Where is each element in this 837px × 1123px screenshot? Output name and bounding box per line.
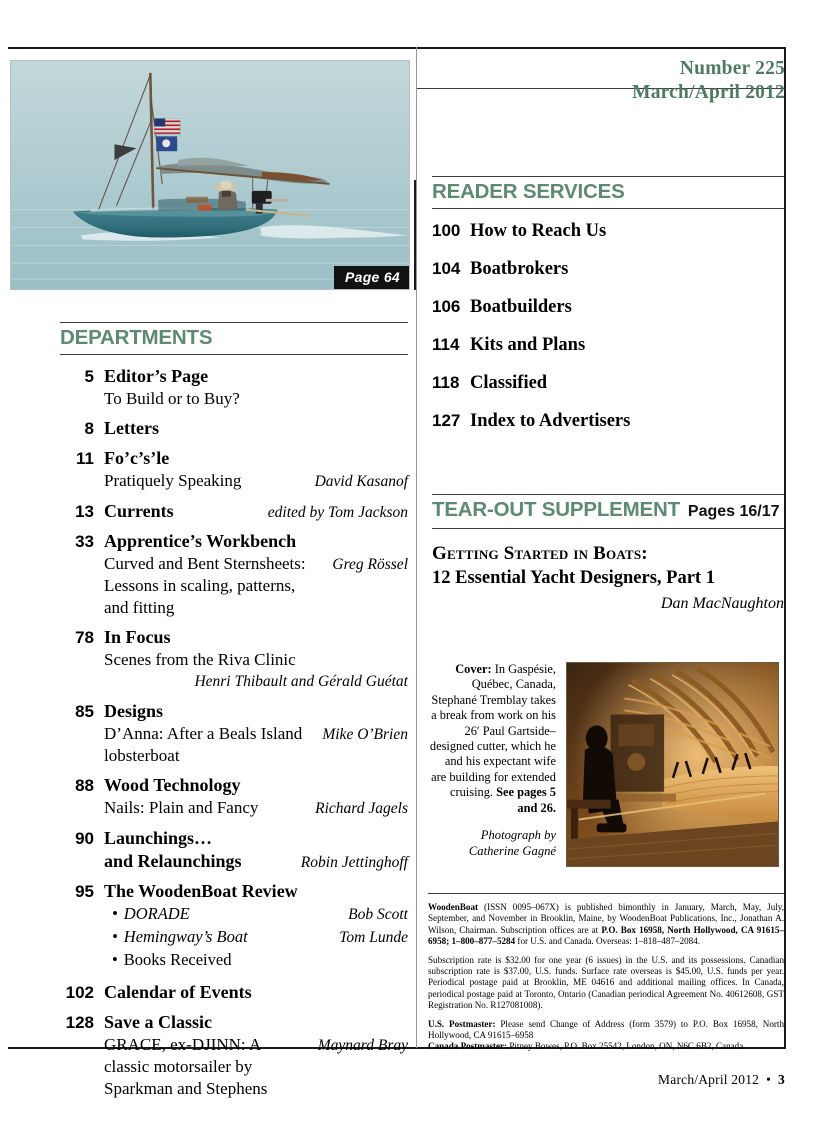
toc-entry[interactable] (60, 417, 408, 440)
fineprint-paragraph-3 (428, 1019, 784, 1053)
toc-entry[interactable] (60, 500, 408, 523)
tear-out-title-line2: 12 Essential Yacht Designers, Part 1 (432, 568, 715, 588)
review-author: Bob Scott (348, 906, 408, 923)
feature-photo (10, 60, 410, 290)
toc-page-number: 8 (84, 419, 94, 438)
cover-credit-line2: Catherine Gagné (468, 843, 556, 858)
toc-page-number: 33 (75, 532, 94, 551)
catboat-photo-illustration (11, 61, 409, 289)
toc-subtitle: GRACE, ex-DJINN: A classic motorsailer by Sparkman and Stephens (104, 1035, 268, 1098)
issue-number: Number 225 (679, 58, 785, 79)
photo-page-badge: Page 64 (334, 266, 409, 289)
toc-author: Richard Jagels (315, 800, 408, 817)
reader-services-list (432, 221, 784, 432)
toc-entry[interactable] (60, 1011, 408, 1100)
toc-page-number: 128 (65, 1013, 94, 1032)
cover-description-block (428, 662, 784, 867)
toc-title: Launchings… (104, 828, 213, 848)
tear-out-supplement (432, 494, 784, 615)
bullet-icon: • (112, 927, 118, 946)
canada-postmaster-body: Pitney Bowes, P.O. Box 25542, London, ON, N6C 6B2, Canada. (507, 1041, 746, 1052)
toc-author: Mike O’Brien (322, 726, 408, 743)
toc-author: Henri Thibault and Gérald Guétat (194, 673, 408, 690)
toc-entry[interactable] (60, 774, 408, 820)
review-bullet-item[interactable] (112, 926, 408, 949)
tear-out-pages: Pages 16/17 (687, 503, 780, 520)
toc-title: Apprentice’s Workbench (104, 531, 297, 551)
toc-entry[interactable] (60, 827, 408, 873)
fineprint-paragraph-2: Subscription rate is $32.00 for one year (6 issues) in the U.S. and its possessions. Canadian subscription rate is $37.00, U.S. funds. Surface rate overseas is $45.00, U.S. funds per year. Periodical postage paid at Brooklin, ME 04616 and additional mailing offices. In Canada, periodical postage paid at Toronto, Ontario (Canadian periodical Agreement No. 40612608, GST Registration No. R127081008). (428, 954, 784, 1011)
bullet-icon: • (112, 950, 118, 969)
toc-title: Fo’c’s’le (104, 448, 170, 468)
departments-column (60, 322, 408, 1107)
photo-edge-rule (414, 180, 416, 290)
toc-entry[interactable] (60, 700, 408, 767)
reader-services-item[interactable] (432, 373, 784, 394)
toc-author: Greg Rössel (332, 556, 408, 573)
reader-services-item[interactable] (432, 221, 784, 242)
rs-page-number: 104 (432, 259, 461, 278)
reader-services-item[interactable] (432, 335, 784, 356)
toc-entry[interactable] (60, 880, 408, 971)
rs-page-number: 114 (432, 335, 460, 354)
toc-page-number: 11 (76, 449, 94, 468)
rs-label: Boatbrokers (470, 259, 569, 279)
toc-entry[interactable] (60, 981, 408, 1004)
fineprint-p1a: (ISSN 0095–067X) is published bimonthly in January, March, May, July, September, and November in Brooklin, Maine, by WoodenBoat Publications, Inc., Jonathan A. Wilson, Chairman. Subscription offices are at (428, 902, 784, 935)
cover-body: In Gaspésie, Québec, Canada, Stephané Tremblay takes a break from work on his 26′ Paul Gartside–designed cutter, which he and his expectant wife are building for extended cruising. (429, 662, 556, 800)
masthead (455, 57, 785, 105)
cover-photo-credit (428, 828, 556, 859)
tear-out-title-line1: Getting Started in Boats: (432, 543, 648, 564)
toc-entry[interactable] (60, 626, 408, 693)
toc-subtitle: Nails: Plain and Fancy (104, 798, 259, 817)
reader-services-column (432, 176, 784, 449)
review-title: DORADE (123, 904, 190, 923)
footer-dot-icon: • (766, 1072, 772, 1087)
toc-subtitle: Curved and Bent Sternsheets: Lessons in scaling, patterns, and fitting (104, 554, 306, 617)
reader-services-heading: READER SERVICES (432, 176, 784, 209)
bullet-icon: • (112, 904, 118, 923)
toc-entry[interactable] (60, 447, 408, 493)
subscription-address: P.O. Box 16958, North Hollywood, CA 91615–6958; 1–800–877–5284 (428, 924, 784, 947)
fineprint-p1c: for U.S. and Canada. Overseas: 1–818–487–2084. (515, 936, 701, 947)
review-bullet-list (112, 903, 408, 971)
us-postmaster-body: Please send Change of Address (form 3579) to P.O. Box 16958, North Hollywood, CA 91615–6958 (428, 1018, 784, 1041)
rs-page-number: 100 (432, 221, 461, 240)
publication-name: WoodenBoat (428, 902, 479, 912)
toc-entry[interactable] (60, 530, 408, 619)
rs-label: Kits and Plans (470, 335, 586, 355)
toc-title: Calendar of Events (104, 982, 252, 1002)
toc-subtitle: Scenes from the Riva Clinic (104, 650, 296, 669)
tear-out-heading (432, 494, 784, 529)
tear-out-author: Dan MacNaughton (660, 595, 784, 612)
rs-label: Classified (470, 373, 548, 393)
toc-subtitle: To Build or to Buy? (104, 389, 240, 408)
toc-subtitle: Pratiquely Speaking (104, 471, 242, 490)
rs-page-number: 118 (432, 373, 460, 392)
us-postmaster-label: U.S. Postmaster: (428, 1018, 496, 1029)
review-author: Tom Lunde (339, 929, 408, 946)
rs-label: Boatbuilders (470, 297, 572, 317)
reader-services-item[interactable] (432, 297, 784, 318)
toc-title: Save a Classic (104, 1012, 212, 1032)
tear-out-heading-label: TEAR-OUT SUPPLEMENT (432, 498, 680, 521)
cover-thumbnail (566, 662, 779, 867)
reader-services-item[interactable] (432, 411, 784, 432)
reader-services-item[interactable] (432, 259, 784, 280)
column-divider-rule (416, 47, 417, 1048)
page-top-rule (8, 47, 786, 49)
rs-page-number: 106 (432, 297, 461, 316)
legal-fineprint (428, 893, 784, 1053)
review-title: Books Received (123, 950, 232, 969)
toc-author: David Kasanof (314, 473, 408, 490)
toc-entry[interactable] (60, 365, 408, 410)
toc-title: Designs (104, 701, 164, 721)
toc-page-number: 95 (75, 882, 94, 901)
toc-page-number: 102 (65, 983, 94, 1002)
toc-author: Maynard Bray (317, 1037, 408, 1054)
toc-title: Currents (104, 501, 174, 521)
toc-title: Letters (104, 418, 159, 438)
footer-page-number: 3 (778, 1072, 785, 1087)
toc-author: edited by Tom Jackson (267, 504, 408, 521)
toc-page-number: 85 (75, 702, 94, 721)
review-title: Hemingway’s Boat (123, 927, 248, 946)
toc-title: Wood Technology (104, 775, 241, 795)
rs-label: How to Reach Us (470, 221, 607, 241)
canada-postmaster-label: Canada Postmaster: (428, 1041, 508, 1052)
rs-page-number: 127 (432, 411, 461, 430)
cover-credit-line1: Photograph by (480, 828, 556, 843)
departments-heading: DEPARTMENTS (60, 322, 408, 355)
page-footer (658, 1072, 785, 1088)
toc-page-number: 5 (84, 367, 94, 386)
review-bullet-item[interactable] (112, 903, 408, 926)
toc-page-number: 78 (75, 628, 94, 647)
review-bullet-item[interactable] (112, 949, 408, 971)
cover-caption (428, 662, 556, 867)
departments-list (60, 365, 408, 1100)
rs-label: Index to Advertisers (470, 411, 631, 431)
cover-label: Cover: (455, 662, 492, 676)
toc-page-number: 90 (75, 829, 94, 848)
toc-page-number: 13 (75, 502, 94, 521)
fineprint-paragraph-1 (428, 902, 784, 948)
boatshop-interior-illustration (567, 663, 778, 866)
page-right-rule (784, 47, 786, 1048)
toc-subtitle: D’Anna: After a Beals Island lobsterboat (104, 724, 303, 765)
toc-author: Robin Jettinghoff (300, 854, 408, 871)
cover-see-pages: See pages 5 and 26. (496, 785, 556, 815)
toc-title: Editor’s Page (104, 366, 209, 386)
toc-page-number: 88 (75, 776, 94, 795)
issue-date: March/April 2012 (632, 82, 785, 103)
toc-title: In Focus (104, 627, 171, 647)
footer-date: March/April 2012 (658, 1072, 760, 1087)
toc-title-line2: and Relaunchings (104, 851, 242, 871)
toc-title: The WoodenBoat Review (104, 881, 298, 901)
